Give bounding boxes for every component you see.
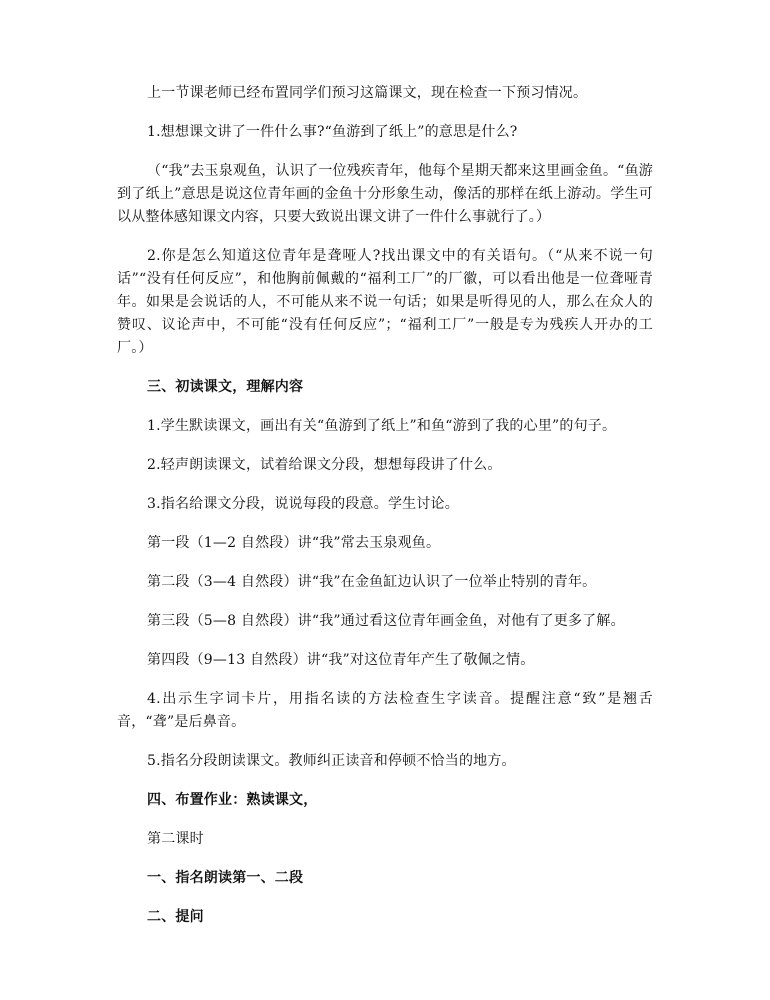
step-4: 4.出示生字词卡片，用指名读的方法检查生字读音。提醒注意“致”是翘舌音，“聋”是后鼻音。 — [117, 691, 653, 730]
segment-3: 第三段（5—8 自然段）讲“我”通过看这位青年画金鱼，对他有了更多了解。 — [147, 613, 625, 629]
section-heading-2: 二、提问 — [147, 909, 204, 925]
step-1: 1.学生默读课文，画出有关“鱼游到了纸上”和鱼“游到了我的心里”的句子。 — [147, 418, 617, 434]
question-1: 1.想想课文讲了一件什么事?“鱼游到了纸上”的意思是什么? — [147, 124, 518, 140]
step-5: 5.指名分段朗读课文。教师纠正读音和停顿不恰当的地方。 — [147, 753, 516, 769]
section-heading-3: 三、初读课文，理解内容 — [147, 379, 304, 395]
step-3: 3.指名给课文分段，说说每段的段意。学生讨论。 — [147, 496, 459, 512]
segment-2: 第二段（3—4 自然段）讲“我”在金鱼缸边认识了一位举止特别的青年。 — [147, 574, 597, 590]
answer-1: （“我”去玉泉观鱼，认识了一位残疾青年，他每个星期天都来这里画金鱼。“鱼游到了纸上”意思是说这位青年画的金鱼十分形象生动，像活的那样在纸上游动。学生可以从整体感知课文内容，只要大致说出课文讲了一件什么事就行了。） — [117, 163, 653, 225]
step-2: 2.轻声朗读课文，试着给课文分段，想想每段讲了什么。 — [147, 457, 502, 473]
segment-4: 第四段（9—13 自然段）讲“我”对这位青年产生了敬佩之情。 — [147, 652, 535, 668]
section-heading-1: 一、指名朗读第一、二段 — [147, 870, 304, 886]
paragraph-intro: 上一节课老师已经布置同学们预习这篇课文，现在检查一下预习情况。 — [147, 85, 588, 101]
question-2: 2.你是怎么知道这位青年是聋哑人?找出课文中的有关语句。（“从来不说一句话”“没有任何反应”，和他胸前佩戴的“福利工厂”的厂徽，可以看出他是一位聋哑青年。如果是会说话的人，不可能从来不说一句话；如果是听得见的人，那么在众人的赞叹、议论声中，不可能“没有任何反应”；“福利工厂”一般是专为残疾人开办的工厂。） — [117, 248, 653, 356]
lesson-title: 第二课时 — [147, 831, 204, 847]
segment-1: 第一段（1—2 自然段）讲“我”常去玉泉观鱼。 — [147, 535, 441, 551]
document-page — [117, 82, 653, 945]
section-heading-4: 四、布置作业：熟读课文， — [147, 792, 318, 808]
